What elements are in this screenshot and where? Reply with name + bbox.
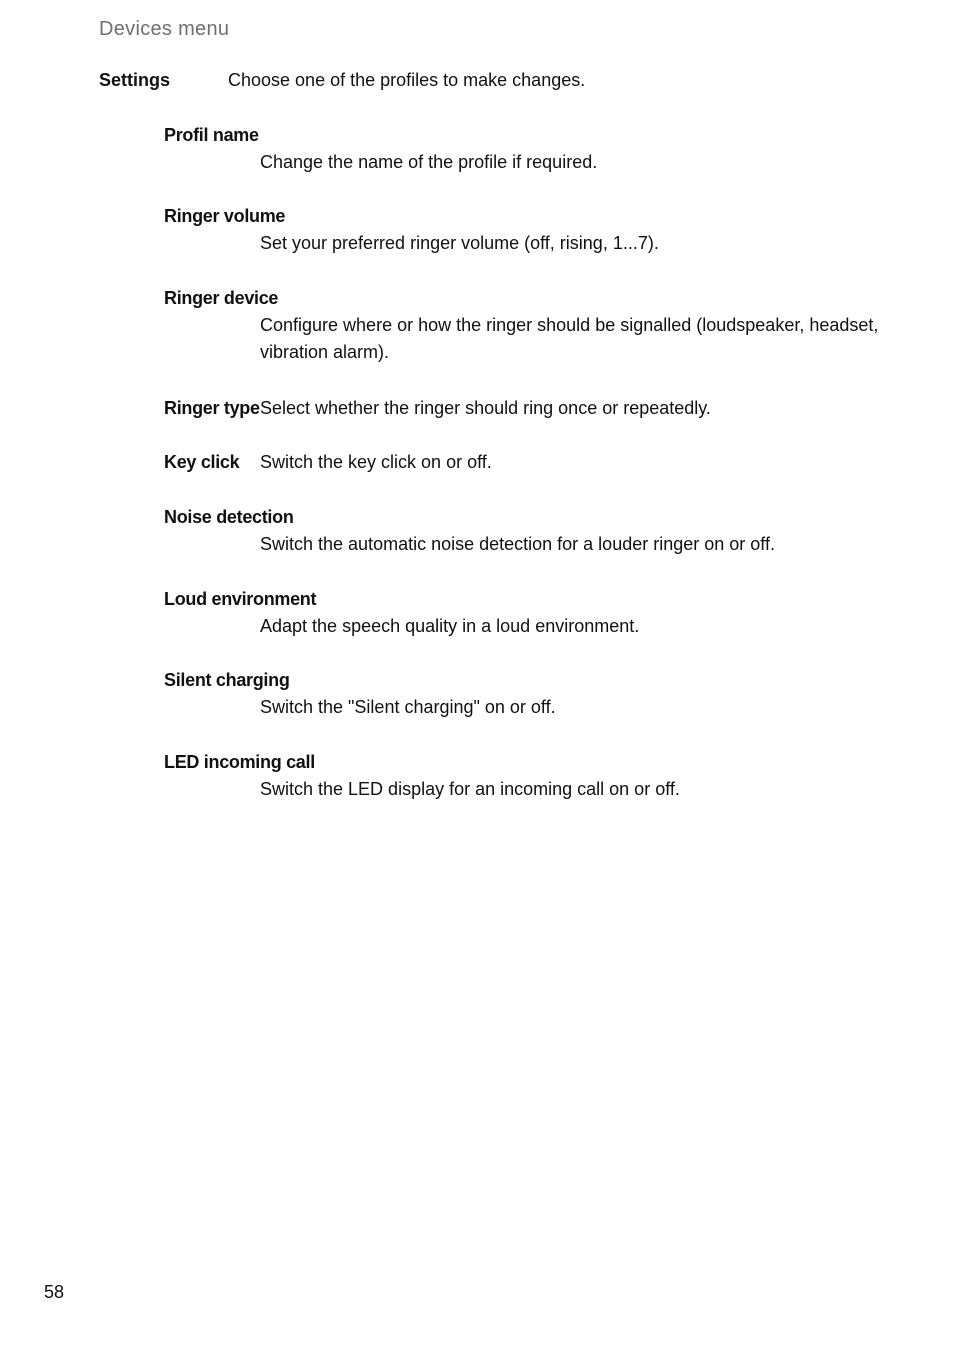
settings-term: Settings bbox=[99, 70, 171, 90]
entry-term: Noise detection bbox=[164, 507, 294, 527]
entry-term: Ringer device bbox=[164, 288, 279, 308]
entry-silent-charging bbox=[164, 667, 884, 721]
page-number: 58 bbox=[44, 1282, 65, 1302]
entry-term: Loud environment bbox=[164, 589, 317, 609]
entry-description: Configure where or how the ringer should be signalled (loudspeaker, headset, vibration alarm). bbox=[260, 315, 879, 362]
entry-term: Profil name bbox=[164, 125, 259, 145]
entry-description: Switch the key click on or off. bbox=[260, 452, 492, 472]
entry-description: Select whether the ringer should ring once or repeatedly. bbox=[260, 398, 711, 418]
entry-description: Switch the "Silent charging" on or off. bbox=[260, 697, 556, 717]
entry-ringer-volume bbox=[164, 203, 884, 257]
entry-loud-environment bbox=[164, 586, 884, 640]
entry-term: Ringer type bbox=[164, 398, 260, 418]
entry-description: Adapt the speech quality in a loud environment. bbox=[260, 616, 640, 636]
entry-led-incoming-call bbox=[164, 749, 884, 803]
entry-term: Silent charging bbox=[164, 670, 290, 690]
entry-term: LED incoming call bbox=[164, 752, 315, 772]
entry-description: Switch the LED display for an incoming call on or off. bbox=[260, 779, 680, 799]
entry-term: Ringer volume bbox=[164, 206, 286, 226]
entry-term: Key click bbox=[164, 452, 240, 472]
entry-profil-name bbox=[164, 122, 884, 176]
settings-description: Choose one of the profiles to make changes. bbox=[228, 70, 586, 90]
entry-description: Switch the automatic noise detection for a louder ringer on or off. bbox=[260, 534, 775, 554]
section-header: Devices menu bbox=[99, 18, 230, 40]
entry-ringer-device bbox=[164, 285, 884, 366]
entry-description: Set your preferred ringer volume (off, rising, 1...7). bbox=[260, 233, 659, 253]
entry-description: Change the name of the profile if required. bbox=[260, 152, 598, 172]
entry-noise-detection bbox=[164, 504, 884, 558]
